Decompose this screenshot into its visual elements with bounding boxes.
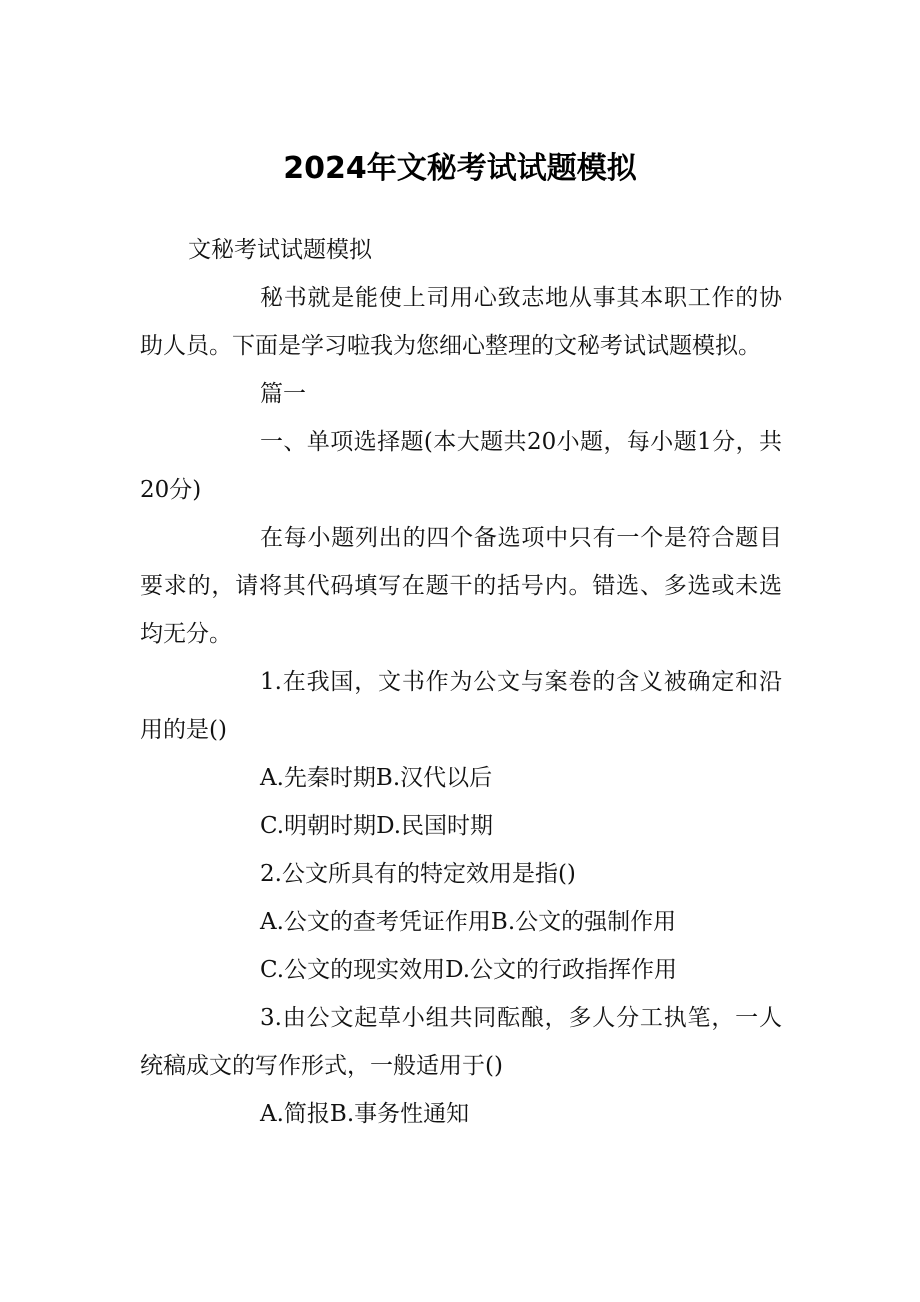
- document-subtitle: 文秘考试试题模拟: [188, 237, 372, 263]
- instructions-paragraph: 在每小题列出的四个备选项中只有一个是符合题目要求的，请将其代码填写在题干的括号内。错选、多选或未选均无分。: [140, 525, 782, 647]
- section-label: 篇一: [260, 381, 306, 407]
- question-options: A.简报B.事务性通知: [260, 1101, 470, 1127]
- question-stem: 3.由公文起草小组共同酝酿，多人分工执笔，一人统稿成文的写作形式，一般适用于(): [140, 1005, 782, 1079]
- document-body: [140, 226, 782, 1138]
- part-heading: 一、单项选择题(本大题共20小题，每小题1分，共20分): [140, 429, 782, 503]
- question-options: A.先秦时期B.汉代以后: [260, 765, 493, 791]
- question-stem: 1.在我国，文书作为公文与案卷的含义被确定和沿用的是(): [140, 669, 782, 743]
- document-title: 2024年文秘考试试题模拟: [283, 151, 637, 186]
- question-options: C.公文的现实效用D.公文的行政指挥作用: [260, 957, 678, 983]
- question-options: A.公文的查考凭证作用B.公文的强制作用: [260, 909, 677, 935]
- intro-paragraph: 秘书就是能使上司用心致志地从事其本职工作的协助人员。下面是学习啦我为您细心整理的文秘考试试题模拟。: [140, 285, 782, 359]
- question-options: C.明朝时期D.民国时期: [260, 813, 494, 839]
- question-stem: 2.公文所具有的特定效用是指(): [260, 861, 576, 887]
